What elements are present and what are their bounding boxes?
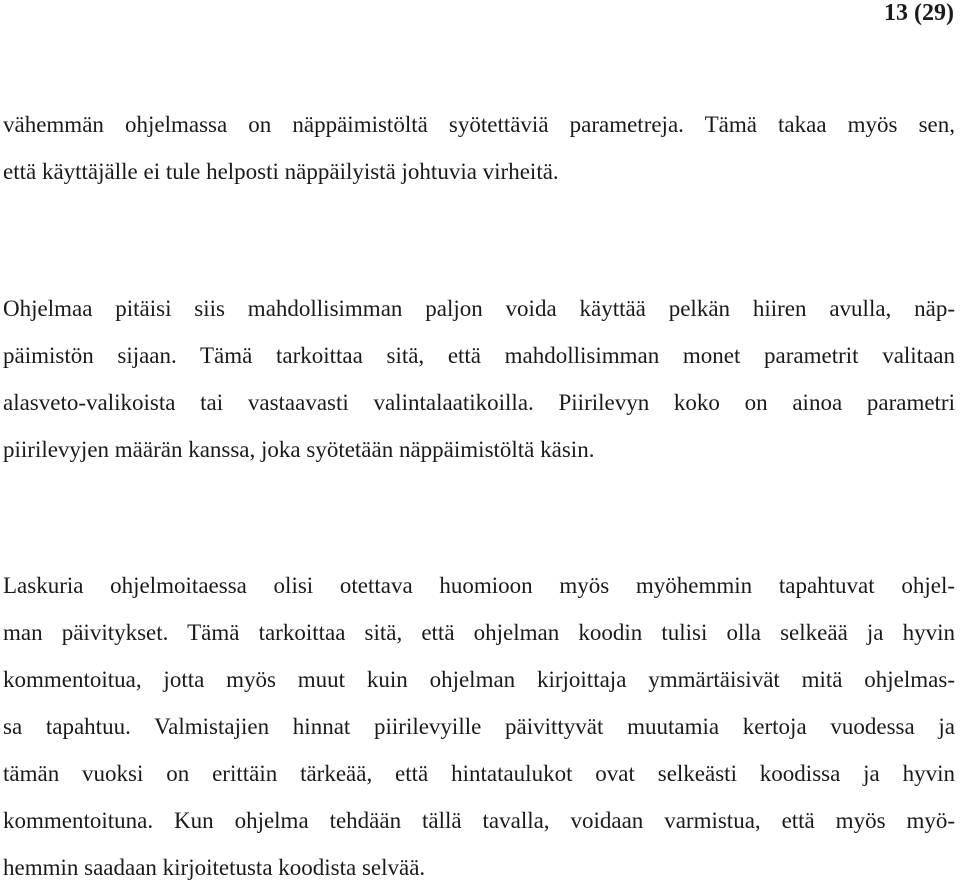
text-line: että käyttäjälle ei tule helposti näppäilyistä johtuvia virheitä. (3, 159, 559, 184)
paragraph-1 (3, 101, 955, 195)
text-line: vähemmän ohjelmassa on näppäimistöltä syötettäviä parametreja. Tämä takaa myös sen, (3, 112, 955, 137)
text-line: kommentoitua, jotta myös muut kuin ohjelman kirjoittaja ymmärtäisivät mitä ohjelmas- (3, 667, 955, 692)
text-line: Ohjelmaa pitäisi siis mahdollisimman paljon voida käyttää pelkän hiiren avulla, näp- (3, 296, 955, 321)
paragraph-3 (3, 562, 955, 891)
text-line: päimistön sijaan. Tämä tarkoittaa sitä, että mahdollisimman monet parametrit valitaan (3, 343, 955, 368)
text-line: man päivitykset. Tämä tarkoittaa sitä, että ohjelman koodin tulisi olla selkeää ja hyvin (3, 620, 955, 645)
page-number: 13 (29) (884, 0, 954, 26)
text-line: Laskuria ohjelmoitaessa olisi otettava huomioon myös myöhemmin tapahtuvat ohjel- (3, 573, 955, 598)
text-line: hemmin saadaan kirjoitetusta koodista selvää. (3, 855, 426, 880)
text-line: alasveto-valikoista tai vastaavasti valintalaatikoilla. Piirilevyn koko on ainoa parametri (3, 390, 955, 415)
text-line: piirilevyjen määrän kanssa, joka syötetään näppäimistöltä käsin. (3, 437, 595, 462)
text-line: kommentoituna. Kun ohjelma tehdään tällä tavalla, voidaan varmistua, että myös myö- (3, 808, 955, 833)
text-line: sa tapahtuu. Valmistajien hinnat piirilevyille päivittyvät muutamia kertoja vuodessa ja (3, 714, 955, 739)
paragraph-2 (3, 285, 955, 473)
text-line: tämän vuoksi on erittäin tärkeää, että hintataulukot ovat selkeästi koodissa ja hyvin (3, 761, 955, 786)
